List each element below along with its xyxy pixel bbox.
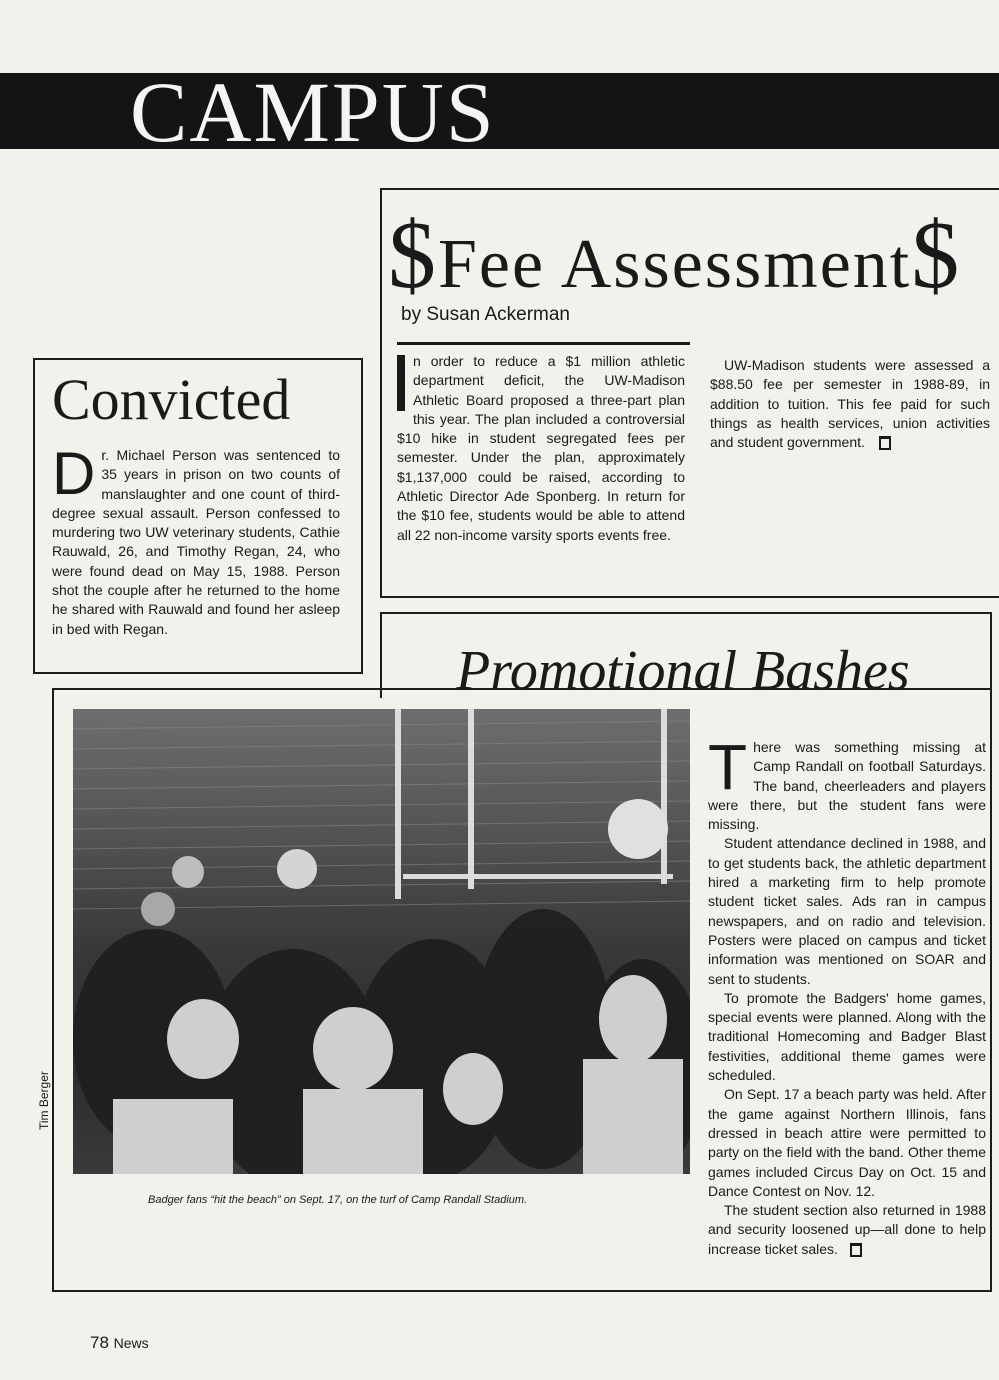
dollar-icon: $ [388,201,438,308]
convicted-title: Convicted [52,367,291,432]
photo-credit: Tim Berger [37,1071,51,1130]
fee-title [388,201,962,315]
dropcap: D [52,440,96,507]
page-number: 78 [90,1333,109,1352]
fee-column-1 [397,352,685,545]
fee-col1-text: n order to reduce a $1 million athletic department deficit, the UW-Madison Athletic Board proposed a three-part plan this year. The plan included a controversial $10 hike in student segregated fees per semester. Under the plan, approximately $1,137,000 could be raised, according to Athletic Director Ade Sponberg. In return for the $10 fee, students would be able to attend all 22 non-income varsity sports events free. [397,353,685,543]
section-name: News [113,1335,149,1351]
page-footer [90,1333,149,1353]
dropcap: T [708,731,748,803]
photo-caption: Badger fans “hit the beach” on Sept. 17, on the turf of Camp Randall Stadium. [148,1194,528,1206]
stadium-photo [73,709,690,1174]
promo-paragraph-3: To promote the Badgers' home games, special events were planned. Along with the traditional Homecoming and Badger Blast festivities, additional theme games were scheduled. [708,989,986,1084]
byline: by Susan Ackerman [401,304,570,325]
promo-p5-text: The student section also returned in 1988 and security loosened up—all done to help increase ticket sales. [708,1202,986,1257]
end-mark-icon [850,1243,862,1257]
promo-paragraph-2: Student attendance declined in 1988, and to get students back, the athletic department hired a marketing firm to help promote student ticket sales. Ads ran in campus newspapers, and on radio and television. Posters were placed on campus and ticket information was mentioned on SOAR and sent to students. [708,835,986,987]
fee-column-2 [710,356,990,452]
fee-title-text: Fee Assessment [438,226,912,303]
promo-article [708,731,986,1259]
fee-col2-text: UW-Madison students were assessed a $88.50 fee per semester in 1988-89, in addition to tuition. This fee paid for such things as health services, union activities and student government. [710,357,990,451]
promo-p1-text: here was something missing at Camp Randall on football Saturdays. The band, cheerleaders and players were there, but the student fans were missing. [708,739,986,833]
convicted-body [52,440,340,639]
promo-paragraph-1 [708,731,986,834]
promo-paragraph-5 [708,1201,986,1259]
promo-title: Promotional Bashes [456,640,910,702]
fee-paragraph-1 [397,352,685,545]
photo-illustration [73,709,690,1174]
banner-title: CAMPUS [130,64,496,160]
end-mark-icon [879,436,891,450]
dropcap [397,355,405,411]
promo-paragraph-4: On Sept. 17 a beach party was held. After the game against Northern Illinois, fans dressed in beach attire were permitted to party on the field with the band. Other theme games included Circus Day on Oct. 15 and Dance Contest on Nov. 12. [708,1086,986,1199]
campus-banner [0,64,999,160]
convicted-text: r. Michael Person was sentenced to 35 years in prison on two counts of manslaughter and one count of third-degree sexual assault. Person confessed to murdering two UW veterinary students, Cathie Rauwald, 26, and Timothy Regan, 24, who were found dead on May 15, 1988. Person shot the couple after he returned to the home he shared with Rauwald and found her asleep in bed with Regan. [52,447,340,637]
dollar-icon: $ [911,201,962,308]
convicted-paragraph [52,440,340,639]
fee-paragraph-2 [710,356,990,452]
divider [397,342,690,345]
